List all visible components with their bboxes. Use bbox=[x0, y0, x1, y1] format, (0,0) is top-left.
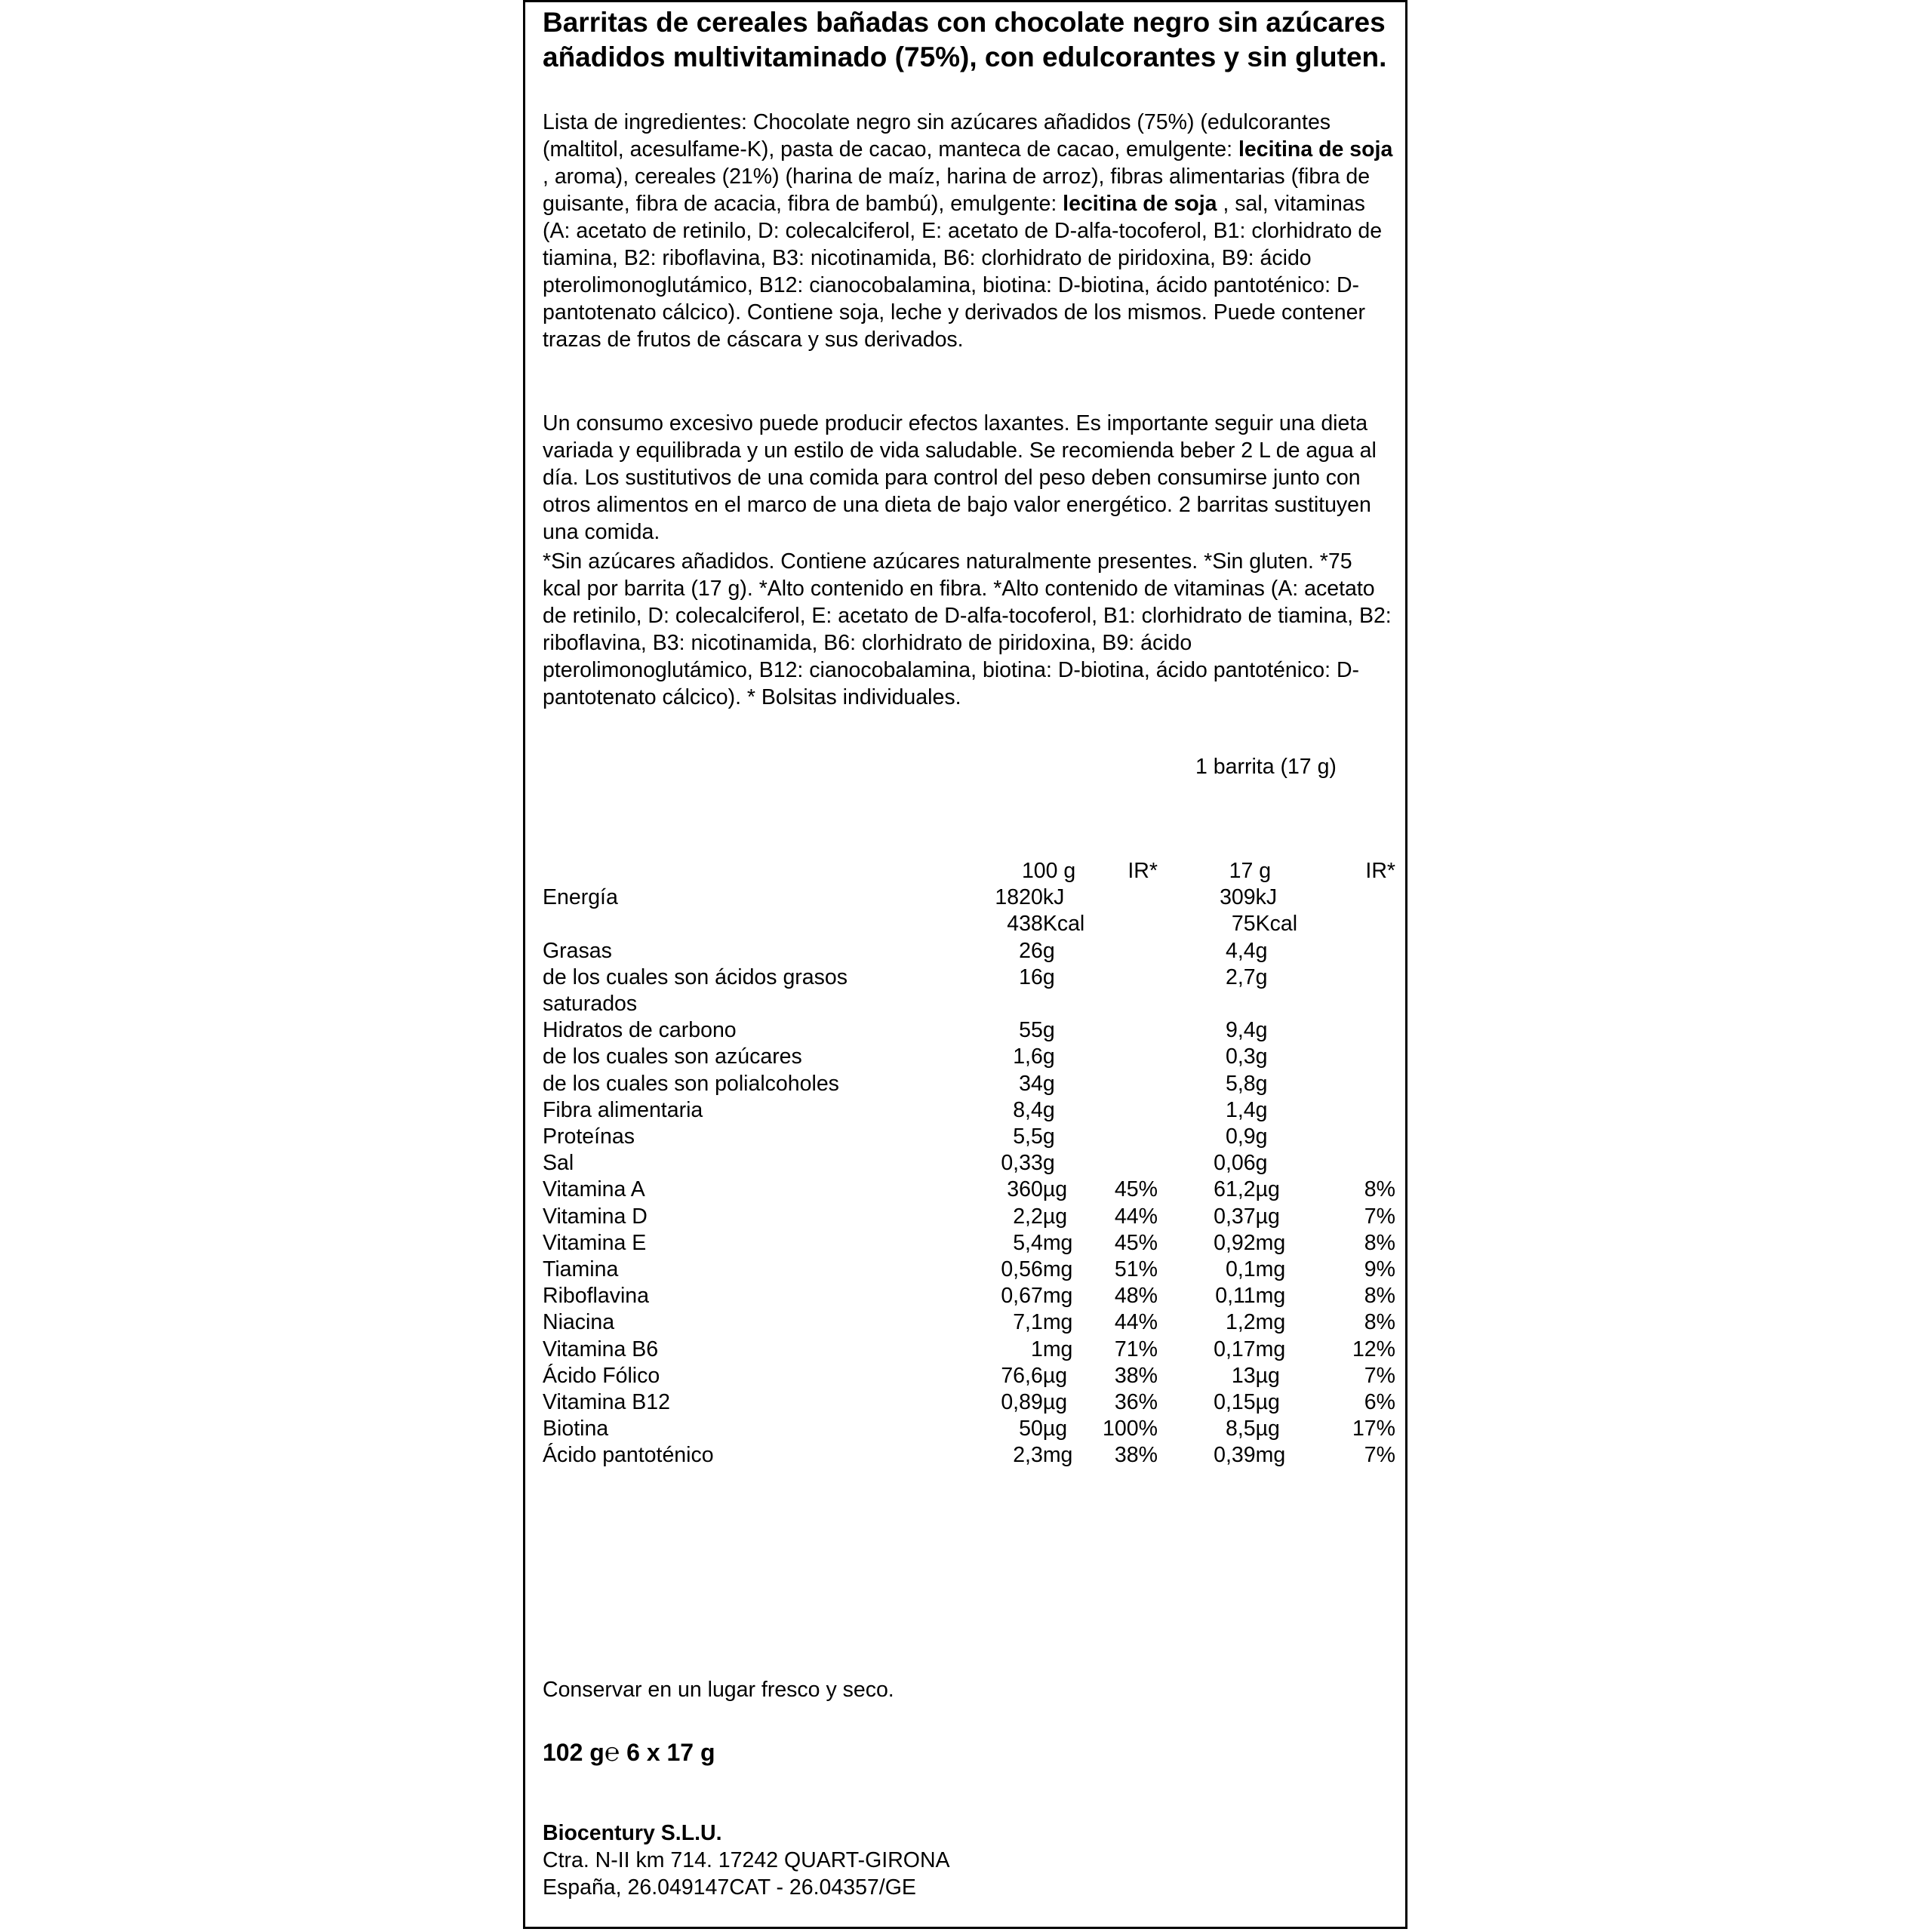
value-per-portion: 4,4 bbox=[1226, 938, 1256, 963]
nutrition-row bbox=[543, 1044, 1395, 1070]
nutrition-row bbox=[543, 1124, 1395, 1150]
nutrient-name: Vitamina B12 bbox=[543, 1390, 670, 1415]
net-detail: 6 x 17 g bbox=[626, 1739, 715, 1766]
unit-per-portion: µg bbox=[1255, 1390, 1280, 1415]
unit-per-100g: g bbox=[1042, 1124, 1055, 1149]
ingredients-text-2: , aroma), cereales (21%) (harina de maíz, harina de arroz), fibras alimentarias (fibra de guisante, fibra de acacia, fibra de bambú), emulgente: bbox=[543, 165, 1371, 216]
ir-per-portion: 12% bbox=[1352, 1337, 1395, 1361]
ir-per-100g: 44% bbox=[1114, 1204, 1158, 1229]
value-per-100g: 8,4 bbox=[1013, 1097, 1043, 1122]
ir-per-portion bbox=[1297, 1097, 1395, 1124]
nutrient-name: Sal bbox=[543, 1151, 574, 1176]
unit-per-portion: mg bbox=[1255, 1337, 1286, 1361]
allergen-soy-1: lecitina de soja bbox=[1238, 137, 1393, 162]
unit-per-100g: mg bbox=[1042, 1257, 1073, 1282]
ir-100g-header: IR* bbox=[1128, 859, 1158, 883]
nutrient-name: Vitamina D bbox=[543, 1204, 648, 1229]
nutrient-name: Biotina bbox=[543, 1417, 609, 1441]
ir-per-100g: 44% bbox=[1114, 1310, 1158, 1335]
unit-per-portion: mg bbox=[1255, 1310, 1286, 1335]
unit-per-100g: µg bbox=[1042, 1417, 1068, 1441]
nutrient-name: de los cuales son polialcoholes bbox=[543, 1071, 839, 1096]
nutrient-name: Vitamina A bbox=[543, 1177, 645, 1202]
nutrient-name: Niacina bbox=[543, 1310, 615, 1335]
value-per-100g: 55 bbox=[1019, 1018, 1043, 1043]
unit-per-portion: g bbox=[1255, 1044, 1268, 1069]
company-address: Ctra. N-II km 714. 17242 QUART-GIRONA bbox=[543, 1848, 950, 1872]
nutrition-row bbox=[543, 1017, 1395, 1044]
nutrition-header-row bbox=[543, 858, 1395, 884]
nutrient-name: de los cuales son azúcares bbox=[543, 1044, 802, 1069]
unit-per-100g: mg bbox=[1042, 1337, 1073, 1361]
nutrition-row bbox=[543, 991, 1395, 1017]
value-per-portion: 0,3 bbox=[1226, 1044, 1256, 1069]
nutrition-row bbox=[543, 938, 1395, 964]
value-per-portion: 8,5 bbox=[1226, 1417, 1256, 1441]
storage-instructions: Conservar en un lugar fresco y seco. bbox=[543, 1678, 894, 1702]
nutrition-row bbox=[543, 1283, 1395, 1309]
unit-per-100g: µg bbox=[1042, 1177, 1068, 1202]
ir-per-portion: 17% bbox=[1352, 1417, 1395, 1441]
value-per-portion: 0,11 bbox=[1215, 1284, 1256, 1309]
ir-per-portion: 7% bbox=[1364, 1363, 1395, 1388]
nutrient-name: Ácido pantoténico bbox=[543, 1443, 714, 1468]
unit-per-100g: mg bbox=[1042, 1284, 1073, 1309]
nutrition-row bbox=[543, 1337, 1395, 1363]
unit-per-100g: g bbox=[1042, 938, 1055, 963]
value-per-portion bbox=[1158, 991, 1256, 1017]
nutrition-row bbox=[543, 964, 1395, 991]
nutrition-row bbox=[543, 1363, 1395, 1389]
ir-per-portion: 8% bbox=[1364, 1310, 1395, 1335]
unit-per-100g: g bbox=[1042, 964, 1055, 989]
value-per-portion: 2,7 bbox=[1226, 964, 1256, 989]
value-per-100g: 5,5 bbox=[1013, 1124, 1043, 1149]
value-per-100g: 0,56 bbox=[1001, 1257, 1043, 1282]
nutrient-name: Proteínas bbox=[543, 1124, 635, 1149]
net-quantity bbox=[543, 1737, 715, 1767]
ir-per-100g: 48% bbox=[1114, 1284, 1158, 1309]
ir-per-portion bbox=[1297, 1017, 1395, 1044]
value-per-100g bbox=[941, 991, 1043, 1017]
value-per-portion: 0,06 bbox=[1214, 1151, 1256, 1176]
company-registry: España, 26.049147CAT - 26.04357/GE bbox=[543, 1875, 916, 1900]
product-title: Barritas de cereales bañadas con chocolate negro sin azúcares añadidos multivitaminado (75%), con edulcorantes y sin gluten. bbox=[543, 7, 1387, 72]
ir-per-100g: 51% bbox=[1114, 1257, 1158, 1282]
value-per-portion: 13 bbox=[1231, 1363, 1256, 1388]
ir-per-portion: 8% bbox=[1364, 1284, 1395, 1309]
value-per-portion: 1,2 bbox=[1226, 1310, 1256, 1335]
ir-per-100g bbox=[1084, 964, 1158, 991]
estimated-sign-icon: ℮ bbox=[604, 1738, 620, 1767]
laxative-warning: Un consumo excesivo puede producir efectos laxantes. Es importante seguir una dieta variada y equilibrada y un estilo de vida saludable. Se recomienda beber 2 L de agua al día. Los sustitutivos de una comida para control del peso deben consumirse junto con otros alimentos en el marco de una dieta de bajo valor energético. 2 barritas sustituyen una comida. bbox=[543, 411, 1377, 544]
allergen-soy-2: lecitina de soja bbox=[1063, 192, 1217, 216]
unit-per-portion: g bbox=[1255, 1097, 1268, 1122]
nutrient-name: Grasas bbox=[543, 938, 612, 963]
unit-per-portion: Kcal bbox=[1255, 912, 1298, 937]
value-per-100g: 0,33 bbox=[1001, 1151, 1043, 1176]
ir-per-100g bbox=[1084, 884, 1158, 911]
unit-per-100g: kJ bbox=[1042, 885, 1065, 910]
value-per-portion: 0,15 bbox=[1214, 1390, 1256, 1415]
ir-portion-header: IR* bbox=[1365, 859, 1395, 883]
nutrient-name: Fibra alimentaria bbox=[543, 1097, 703, 1122]
nutrient-name: Vitamina B6 bbox=[543, 1337, 659, 1361]
value-per-portion: 75 bbox=[1231, 912, 1256, 937]
value-per-portion: 0,39 bbox=[1214, 1443, 1256, 1468]
unit-per-portion: g bbox=[1255, 964, 1268, 989]
nutrition-row bbox=[543, 1150, 1395, 1177]
ir-per-100g bbox=[1084, 991, 1158, 1017]
value-per-portion: 0,92 bbox=[1214, 1230, 1256, 1255]
ir-per-100g bbox=[1084, 1017, 1158, 1044]
ir-per-100g: 38% bbox=[1114, 1443, 1158, 1468]
nutrition-table bbox=[543, 858, 1395, 1469]
ingredients-text-1: Lista de ingredientes: Chocolate negro sin azúcares añadidos (75%) (edulcorantes (maltitol, acesulfame-K), pasta de cacao, manteca de cacao, emulgente: bbox=[543, 110, 1331, 162]
nutrition-row bbox=[543, 911, 1395, 937]
value-per-100g: 7,1 bbox=[1013, 1310, 1043, 1335]
unit-per-100g bbox=[1043, 991, 1084, 1017]
nutrition-row bbox=[543, 1309, 1395, 1336]
value-per-100g: 2,3 bbox=[1013, 1443, 1043, 1468]
value-per-100g: 76,6 bbox=[1001, 1363, 1043, 1388]
value-per-portion: 0,1 bbox=[1226, 1257, 1256, 1282]
value-per-portion: 309 bbox=[1220, 885, 1256, 910]
unit-per-portion: kJ bbox=[1255, 885, 1278, 910]
nutrient-name: Tiamina bbox=[543, 1257, 619, 1282]
unit-per-portion bbox=[1256, 991, 1297, 1017]
company-info bbox=[543, 1820, 950, 1901]
value-per-100g: 34 bbox=[1019, 1071, 1043, 1096]
nutrient-name: Hidratos de carbono bbox=[543, 1018, 737, 1043]
per-portion-header: 17 g bbox=[1229, 859, 1272, 883]
ir-per-portion: 7% bbox=[1364, 1443, 1395, 1468]
value-per-portion: 0,37 bbox=[1214, 1204, 1256, 1229]
unit-per-100g: g bbox=[1042, 1071, 1055, 1096]
nutrition-row bbox=[543, 1097, 1395, 1124]
ingredients-text-3: , sal, vitaminas (A: acetato de retinilo, D: colecalciferol, E: acetato de D-alfa-tocoferol, B1: clorhidrato de tiamina, B2: riboflavina, B3: nicotinamida, B6: clorhidrato de piridoxina, B9: ácido pterolimonoglutámico, B12: cianocobalamina, biotina: D-biotina, ácido pantoténico: D-pantotenato cálcico). Contiene soja, leche y derivados de los mismos. Puede contener trazas de frutos de cáscara y sus derivados. bbox=[543, 192, 1383, 352]
nutrient-name: Vitamina E bbox=[543, 1230, 647, 1255]
ir-per-portion bbox=[1297, 1071, 1395, 1097]
unit-per-100g: mg bbox=[1042, 1443, 1073, 1468]
ir-per-100g bbox=[1084, 1044, 1158, 1070]
unit-per-100g: µg bbox=[1042, 1390, 1068, 1415]
nutrient-name: Riboflavina bbox=[543, 1284, 649, 1309]
value-per-portion: 0,17 bbox=[1214, 1337, 1256, 1361]
ir-per-100g: 100% bbox=[1103, 1417, 1158, 1441]
value-per-100g: 1820 bbox=[995, 885, 1043, 910]
unit-per-100g: Kcal bbox=[1042, 912, 1085, 937]
value-per-100g: 50 bbox=[1019, 1417, 1043, 1441]
unit-per-100g: g bbox=[1042, 1151, 1055, 1176]
unit-per-portion: µg bbox=[1255, 1363, 1280, 1388]
value-per-100g: 26 bbox=[1019, 938, 1043, 963]
value-per-100g: 5,4 bbox=[1013, 1230, 1043, 1255]
value-per-portion: 61,2 bbox=[1214, 1177, 1256, 1202]
nutrition-row bbox=[543, 1442, 1395, 1469]
unit-per-100g: mg bbox=[1042, 1230, 1073, 1255]
ir-per-100g: 45% bbox=[1114, 1177, 1158, 1202]
unit-per-100g: g bbox=[1042, 1018, 1055, 1043]
value-per-portion: 9,4 bbox=[1226, 1018, 1256, 1043]
unit-per-portion: µg bbox=[1255, 1204, 1280, 1229]
value-per-100g: 2,2 bbox=[1013, 1204, 1043, 1229]
nutrient-name: Ácido Fólico bbox=[543, 1363, 660, 1388]
value-per-portion: 5,8 bbox=[1226, 1071, 1256, 1096]
unit-per-portion: µg bbox=[1255, 1177, 1280, 1202]
nutrition-row bbox=[543, 1416, 1395, 1442]
ir-per-portion: 7% bbox=[1364, 1204, 1395, 1229]
ir-per-100g bbox=[1084, 1071, 1158, 1097]
value-per-100g: 16 bbox=[1019, 964, 1043, 989]
ir-per-portion bbox=[1297, 964, 1395, 991]
ir-per-portion bbox=[1297, 938, 1395, 964]
nutrition-row bbox=[543, 1204, 1395, 1230]
nutrition-claims: *Sin azúcares añadidos. Contiene azúcares naturalmente presentes. *Sin gluten. *75 kcal por barrita (17 g). *Alto contenido en fibra. *Alto contenido de vitaminas (A: acetato de retinilo, D: colecalciferol, E: acetato de D-alfa-tocoferol, B1: clorhidrato de tiamina, B2: riboflavina, B3: nicotinamida, B6: clorhidrato de piridoxina, B9: ácido pterolimonoglutámico, B12: cianocobalamina, biotina: D-biotina, ácido pantoténico: D-pantotenato cálcico). * Bolsitas individuales. bbox=[543, 549, 1392, 709]
ir-per-portion: 8% bbox=[1364, 1177, 1395, 1202]
unit-per-portion: g bbox=[1255, 1124, 1268, 1149]
ir-per-portion bbox=[1297, 884, 1395, 911]
ir-per-100g bbox=[1084, 1097, 1158, 1124]
ir-per-portion: 8% bbox=[1364, 1230, 1395, 1255]
nutrient-name: saturados bbox=[543, 992, 638, 1017]
value-per-portion: 0,9 bbox=[1226, 1124, 1256, 1149]
ir-per-100g: 36% bbox=[1114, 1390, 1158, 1415]
nutrition-row bbox=[543, 1177, 1395, 1203]
ir-per-100g bbox=[1084, 938, 1158, 964]
nutrient-name: Energía bbox=[543, 885, 618, 910]
ir-per-100g bbox=[1084, 1124, 1158, 1150]
unit-per-portion: mg bbox=[1255, 1284, 1286, 1309]
ingredients-list bbox=[543, 109, 1395, 353]
unit-per-100g: µg bbox=[1042, 1363, 1068, 1388]
net-weight: 102 g bbox=[543, 1739, 605, 1766]
nutrient-name bbox=[543, 911, 941, 937]
ir-per-portion bbox=[1297, 991, 1395, 1017]
ir-per-100g: 38% bbox=[1114, 1363, 1158, 1388]
company-name: Biocentury S.L.U. bbox=[543, 1821, 722, 1845]
unit-per-100g: g bbox=[1042, 1097, 1055, 1122]
ir-per-100g bbox=[1084, 1150, 1158, 1177]
nutrition-row bbox=[543, 884, 1395, 911]
unit-per-portion: g bbox=[1255, 1018, 1268, 1043]
unit-per-portion: mg bbox=[1255, 1443, 1286, 1468]
ir-per-portion: 6% bbox=[1364, 1390, 1395, 1415]
ir-per-portion bbox=[1297, 1124, 1395, 1150]
value-per-100g: 360 bbox=[1007, 1177, 1043, 1202]
value-per-100g: 1 bbox=[1030, 1337, 1043, 1361]
unit-per-100g: mg bbox=[1042, 1310, 1073, 1335]
value-per-100g: 1,6 bbox=[1013, 1044, 1043, 1069]
ir-per-portion: 9% bbox=[1364, 1257, 1395, 1282]
unit-per-portion: g bbox=[1255, 1071, 1268, 1096]
per-100g-header: 100 g bbox=[1021, 859, 1076, 883]
ir-per-100g bbox=[1084, 911, 1158, 937]
ir-per-portion bbox=[1297, 1044, 1395, 1070]
value-per-100g: 0,67 bbox=[1001, 1284, 1043, 1309]
nutrition-row bbox=[543, 1389, 1395, 1416]
unit-per-portion: g bbox=[1255, 1151, 1268, 1176]
value-per-portion: 1,4 bbox=[1226, 1097, 1256, 1122]
unit-per-100g: µg bbox=[1042, 1204, 1068, 1229]
nutrition-row bbox=[543, 1071, 1395, 1097]
value-per-100g: 438 bbox=[1007, 912, 1043, 937]
ir-per-100g: 45% bbox=[1114, 1230, 1158, 1255]
unit-per-portion: g bbox=[1255, 938, 1268, 963]
unit-per-portion: mg bbox=[1255, 1257, 1286, 1282]
ir-per-portion bbox=[1297, 911, 1395, 937]
nutrient-name: de los cuales son ácidos grasos bbox=[543, 964, 848, 989]
unit-per-portion: mg bbox=[1255, 1230, 1286, 1255]
product-label bbox=[523, 0, 1407, 1929]
unit-per-portion: µg bbox=[1255, 1417, 1280, 1441]
ir-per-portion bbox=[1297, 1150, 1395, 1177]
portion-size: 1 barrita (17 g) bbox=[1195, 755, 1337, 779]
unit-per-100g: g bbox=[1042, 1044, 1055, 1069]
nutrition-row bbox=[543, 1230, 1395, 1257]
value-per-100g: 0,89 bbox=[1001, 1390, 1043, 1415]
ir-per-100g: 71% bbox=[1114, 1337, 1158, 1361]
nutrition-row bbox=[543, 1257, 1395, 1283]
nutrient-name-header bbox=[543, 858, 941, 884]
